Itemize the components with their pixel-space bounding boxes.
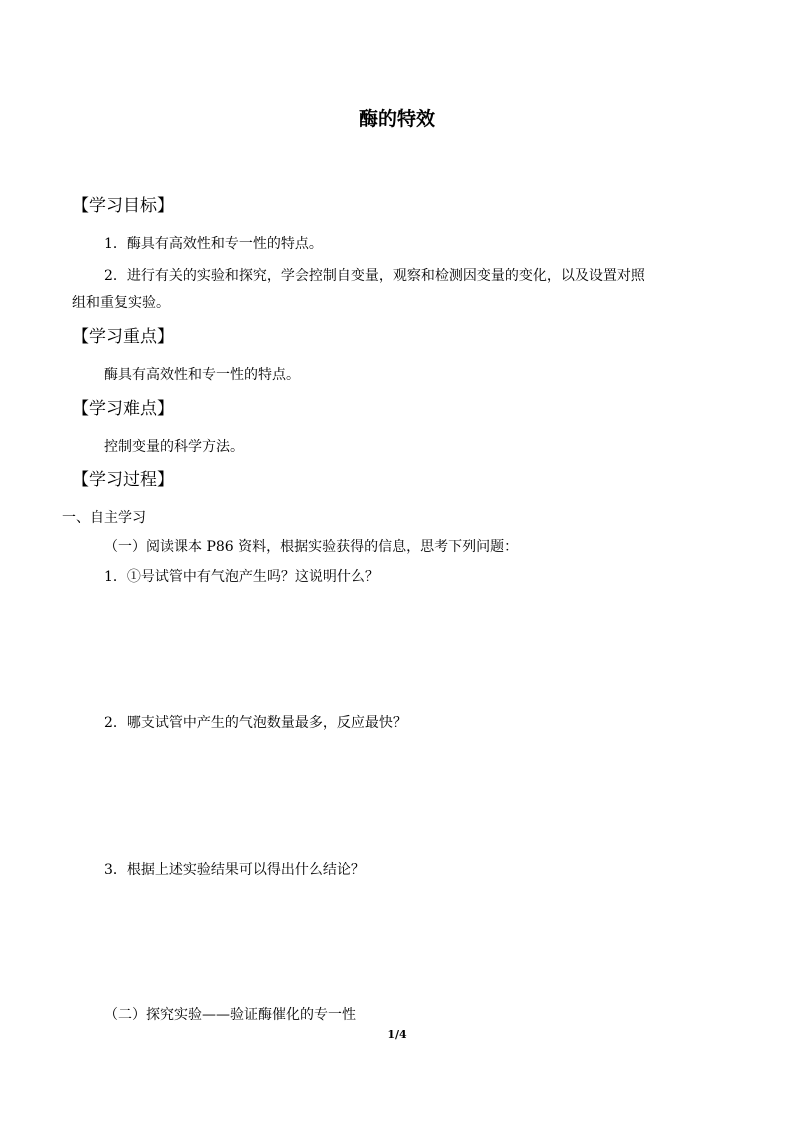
heading-key-points: 【学习重点】 xyxy=(72,327,174,347)
sub-section-2: （二）探究实验——验证酶催化的专一性 xyxy=(104,1007,356,1023)
question-3: 3．根据上述实验结果可以得出什么结论？ xyxy=(104,862,365,878)
heading-difficulties: 【学习难点】 xyxy=(72,399,174,419)
question-2: 2．哪支试管中产生的气泡数量最多，反应最快？ xyxy=(104,715,407,731)
heading-objectives: 【学习目标】 xyxy=(72,196,174,216)
objective-item-2: 2．进行有关的实验和探究，学会控制自变量，观察和检测因变量的变化，以及设置对照 xyxy=(104,268,645,284)
sub-section-1: （一）阅读课本 P86 资料，根据实验获得的信息，思考下列问题： xyxy=(104,539,519,555)
heading-process: 【学习过程】 xyxy=(72,470,174,490)
difficulties-text: 控制变量的科学方法。 xyxy=(104,439,244,455)
page-number: 1/4 xyxy=(387,1028,407,1041)
question-1: 1．①号试管中有气泡产生吗？这说明什么？ xyxy=(104,569,379,585)
key-points-text: 酶具有高效性和专一性的特点。 xyxy=(104,367,300,383)
part-1-heading: 一、自主学习 xyxy=(62,510,146,526)
objective-item-2-continued: 组和重复实验。 xyxy=(72,295,170,311)
objective-item-1: 1．酶具有高效性和专一性的特点。 xyxy=(104,236,323,252)
document-title: 酶的特效 xyxy=(358,108,435,130)
